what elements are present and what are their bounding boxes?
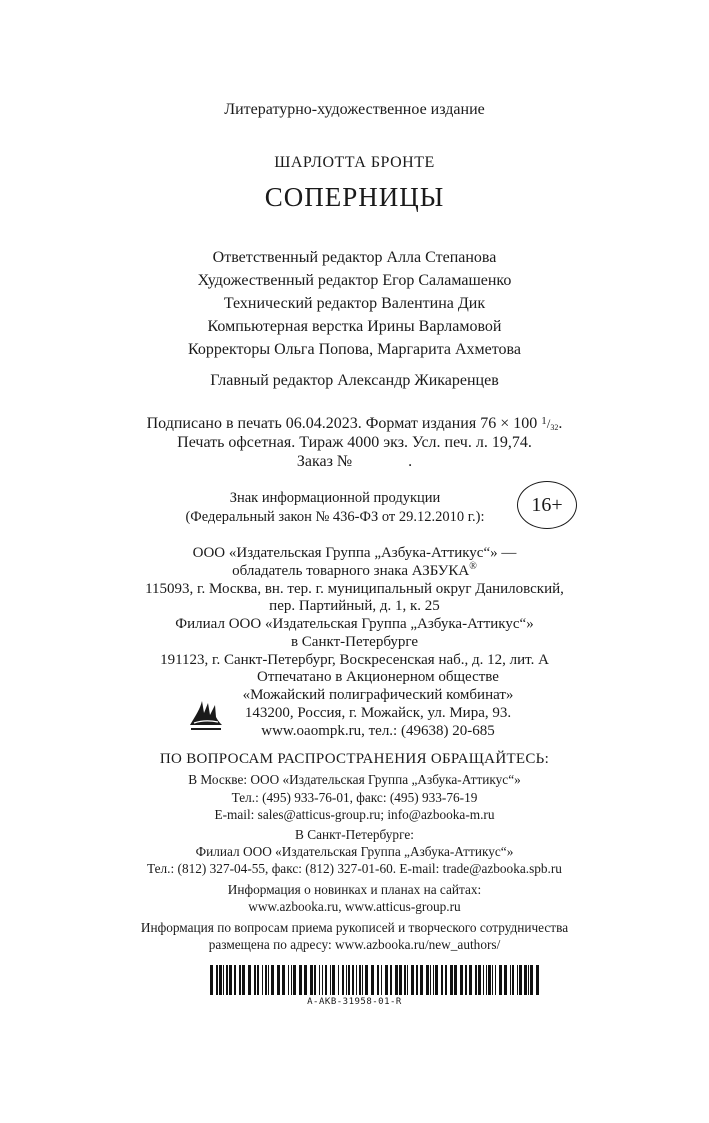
barcode-bar bbox=[371, 965, 374, 995]
spb-contact: Филиал ООО «Издательская Группа „Азбука-Аттикус“» bbox=[195, 844, 514, 859]
barcode-bar bbox=[385, 965, 388, 995]
credit-line: Ответственный редактор Алла Степанова bbox=[212, 249, 497, 266]
barcode-bar bbox=[210, 965, 213, 995]
credit-line: Технический редактор Валентина Дик bbox=[223, 295, 486, 312]
news-info: Информация о новинках и планах на сайтах: bbox=[227, 882, 482, 897]
print-info-line2: Печать офсетная. Тираж 4000 экз. Усл. печ. л. 19,74. bbox=[177, 434, 532, 451]
barcode-bar bbox=[390, 965, 392, 995]
barcode-bar bbox=[381, 965, 382, 995]
spb-contact: В Санкт-Петербурге: bbox=[295, 827, 414, 842]
barcode-bar bbox=[377, 965, 379, 995]
barcode-bar bbox=[486, 965, 487, 995]
barcode-bar bbox=[407, 965, 408, 995]
barcode-bar bbox=[262, 965, 263, 995]
manuscripts-info: Информация по вопросам приема рукописей и творческого сотрудничества bbox=[140, 920, 569, 935]
barcode bbox=[210, 965, 540, 995]
barcode-bar bbox=[332, 965, 335, 995]
barcode-bar bbox=[319, 965, 320, 995]
barcode-bar bbox=[257, 965, 259, 995]
barcode-bar bbox=[411, 965, 414, 995]
barcode-bar bbox=[248, 965, 251, 995]
barcode-bar bbox=[475, 965, 477, 995]
moscow-contact: E-mail: sales@atticus-group.ru; info@azbooka-m.ru bbox=[214, 807, 495, 822]
barcode-bar bbox=[512, 965, 514, 995]
barcode-bar bbox=[352, 965, 354, 995]
barcode-bar bbox=[426, 965, 429, 995]
print-info-line1: Подписано в печать 06.04.2023. Формат издания 76 × 100 $^1$/32. bbox=[146, 415, 563, 432]
barcode-bar bbox=[338, 965, 339, 995]
barcode-bar bbox=[528, 965, 529, 995]
spb-contact: Тел.: (812) 327-04-55, факс: (812) 327-01-60. E-mail: trade@azbooka.spb.ru bbox=[147, 861, 562, 876]
barcode-bar bbox=[524, 965, 527, 995]
author-name: ШАРЛОТТА БРОНТЕ bbox=[274, 154, 435, 171]
barcode-bar bbox=[346, 965, 347, 995]
barcode-bar bbox=[430, 965, 431, 995]
barcode-bar bbox=[460, 965, 463, 995]
barcode-bar bbox=[404, 965, 406, 995]
chief-editor: Главный редактор Александр Жикаренцев bbox=[210, 372, 499, 389]
barcode-bar bbox=[359, 965, 361, 995]
barcode-bar bbox=[465, 965, 467, 995]
distribution-heading: ПО ВОПРОСАМ РАСПРОСТРАНЕНИЯ ОБРАЩАЙТЕСЬ: bbox=[159, 751, 550, 767]
barcode-bar bbox=[330, 965, 331, 995]
barcode-bar bbox=[356, 965, 357, 995]
barcode-bar bbox=[268, 965, 269, 995]
barcode-bar bbox=[254, 965, 256, 995]
barcode-bar bbox=[291, 965, 292, 995]
barcode-bar bbox=[314, 965, 316, 995]
news-info: www.azbooka.ru, www.atticus-group.ru bbox=[248, 899, 461, 914]
format-fraction-denominator: 32 bbox=[550, 423, 559, 432]
age-rating-badge: 16+ bbox=[517, 481, 577, 529]
branch-line: в Санкт-Петербурге bbox=[290, 634, 419, 650]
barcode-bar bbox=[478, 965, 481, 995]
barcode-bar bbox=[433, 965, 434, 995]
barcode-bar bbox=[365, 965, 368, 995]
barcode-bar bbox=[293, 965, 296, 995]
registered-mark: ® bbox=[469, 561, 477, 572]
barcode-bar bbox=[282, 965, 285, 995]
barcode-bar bbox=[216, 965, 218, 995]
barcode-bar bbox=[242, 965, 245, 995]
order-number: Заказ № . bbox=[296, 453, 413, 470]
barcode-bar bbox=[271, 965, 274, 995]
barcode-bar bbox=[342, 965, 344, 995]
manuscripts-info: размещена по адресу: www.azbooka.ru/new_authors/ bbox=[208, 937, 501, 952]
barcode-bar bbox=[234, 965, 236, 995]
branch-line: Филиал ООО «Издательская Группа „Азбука-Аттикус“» bbox=[175, 616, 534, 632]
barcode-bar bbox=[226, 965, 228, 995]
barcode-bar bbox=[229, 965, 232, 995]
barcode-bar bbox=[450, 965, 453, 995]
barcode-bar bbox=[304, 965, 307, 995]
barcode-bar bbox=[483, 965, 484, 995]
barcode-bar bbox=[310, 965, 313, 995]
info-sign-text: Знак информационной продукции (Федеральный закон № 436-ФЗ от 29.12.2010 г.): bbox=[185, 490, 485, 525]
barcode-bar bbox=[488, 965, 491, 995]
barcode-bar bbox=[530, 965, 533, 995]
credit-line: Художественный редактор Егор Саламашенко bbox=[197, 272, 512, 289]
barcode-bar bbox=[517, 965, 518, 995]
moscow-contact: Тел.: (495) 933-76-01, факс: (495) 933-76-19 bbox=[231, 790, 478, 805]
barcode-bar bbox=[416, 965, 418, 995]
moscow-contact: В Москве: ООО «Издательская Группа „Азбука-Аттикус“» bbox=[188, 772, 521, 787]
barcode-bar bbox=[469, 965, 472, 995]
barcode-bar bbox=[322, 965, 323, 995]
publisher-trademark: обладатель товарного знака АЗБУКА® bbox=[232, 561, 477, 579]
barcode-bar bbox=[435, 965, 438, 995]
barcode-bar bbox=[519, 965, 522, 995]
barcode-bar bbox=[492, 965, 493, 995]
barcode-bar bbox=[325, 965, 327, 995]
barcode-bar bbox=[265, 965, 267, 995]
credit-line: Компьютерная верстка Ирины Варламовой bbox=[207, 318, 502, 335]
barcode-bar bbox=[288, 965, 289, 995]
barcode-bar bbox=[277, 965, 280, 995]
barcode-bar bbox=[395, 965, 398, 995]
barcode-text: A-AKB-31958-01-R bbox=[307, 997, 402, 1007]
barcode-bar bbox=[299, 965, 302, 995]
branch-address: 191123, г. Санкт-Петербург, Воскресенская наб., д. 12, лит. А bbox=[160, 652, 549, 668]
barcode-bar bbox=[223, 965, 224, 995]
barcode-bar bbox=[495, 965, 496, 995]
barcode-bar bbox=[219, 965, 222, 995]
barcode-bar bbox=[510, 965, 511, 995]
book-title: СОПЕРНИЦЫ bbox=[264, 182, 445, 212]
barcode-bar bbox=[499, 965, 502, 995]
printer-info: Отпечатано в Акционерном обществе «Можайский полиграфический комбинат» 143200, Россия, г. Можайск, ул. Мира, 93. www.oaompk.ru, тел.: (49638) 20-685 bbox=[242, 669, 514, 739]
barcode-bar bbox=[239, 965, 241, 995]
barcode-bar bbox=[441, 965, 443, 995]
format-fraction-numerator: 1 bbox=[541, 415, 547, 427]
barcode-bar bbox=[420, 965, 423, 995]
credit-line: Корректоры Ольга Попова, Маргарита Ахметова bbox=[188, 341, 521, 358]
publisher-address: 115093, г. Москва, вн. тер. г. муниципальный округ Даниловский, bbox=[145, 581, 564, 597]
barcode-bar bbox=[399, 965, 402, 995]
barcode-bar bbox=[504, 965, 507, 995]
barcode-bar bbox=[536, 965, 539, 995]
printer-logo-icon bbox=[188, 695, 224, 731]
publisher-address: пер. Партийный, д. 1, к. 25 bbox=[269, 598, 440, 614]
barcode-bar bbox=[348, 965, 350, 995]
barcode-bar bbox=[445, 965, 447, 995]
barcode-bar bbox=[454, 965, 457, 995]
publisher-line: ООО «Издательская Группа „Азбука-Аттикус“» — bbox=[192, 545, 517, 561]
barcode-bar bbox=[362, 965, 363, 995]
edition-type: Литературно-художественное издание bbox=[224, 101, 485, 118]
